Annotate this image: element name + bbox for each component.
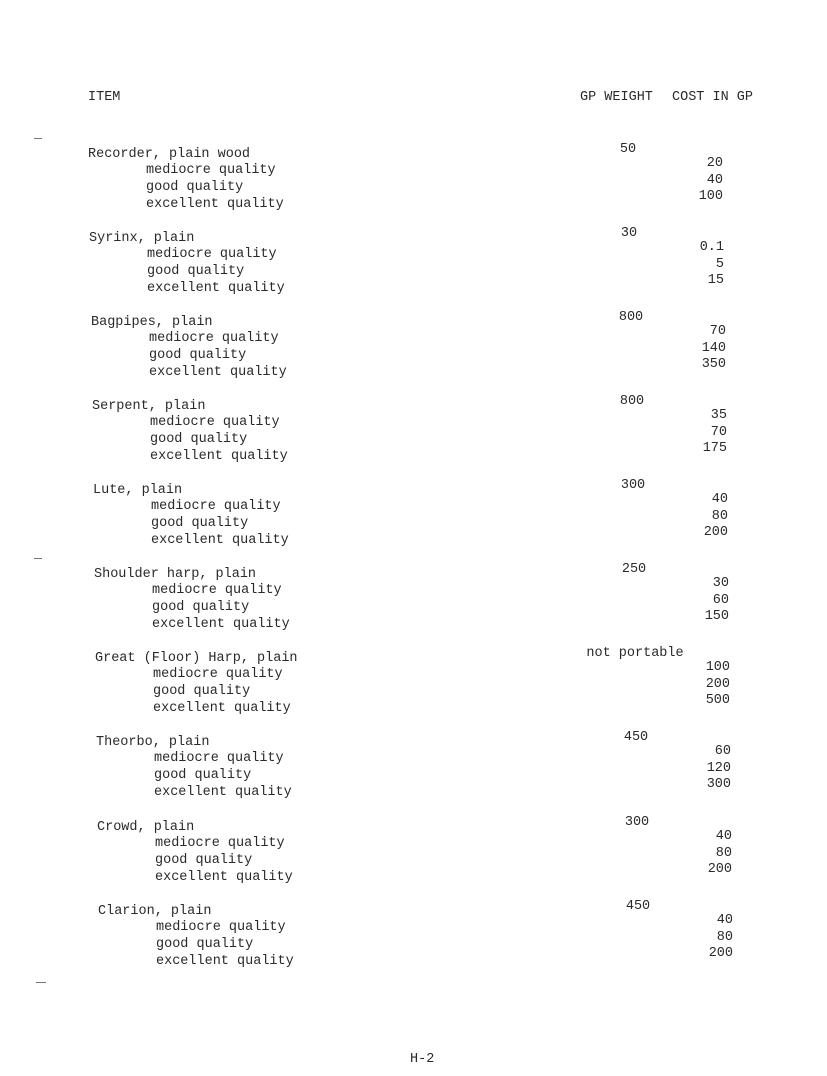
item-entry [95, 646, 827, 720]
header-cost: COST IN GP [672, 90, 754, 105]
quality-label: good quality [153, 684, 251, 699]
item-name: Serpent, plain [92, 399, 206, 414]
quality-label: excellent quality [156, 954, 294, 969]
quality-cost: 200 [707, 862, 732, 877]
quality-cost: 40 [716, 913, 733, 928]
quality-label: mediocre quality [155, 836, 285, 851]
quality-cost: 500 [705, 693, 730, 708]
quality-label: good quality [156, 937, 254, 952]
quality-label: mediocre quality [153, 667, 283, 682]
quality-cost: 80 [711, 509, 728, 524]
quality-cost: 40 [706, 173, 723, 188]
header-item: ITEM [88, 90, 121, 105]
quality-cost: 70 [709, 324, 726, 339]
quality-label: excellent quality [154, 785, 292, 800]
item-entry [91, 310, 827, 384]
page-number: H-2 [410, 1052, 435, 1067]
header-weight: GP WEIGHT [580, 90, 653, 105]
quality-cost: 120 [706, 761, 731, 776]
quality-cost: 200 [703, 525, 728, 540]
item-name: Theorbo, plain [96, 735, 210, 750]
item-weight: 800 [618, 310, 644, 325]
quality-label: mediocre quality [151, 499, 281, 514]
quality-label: excellent quality [150, 449, 288, 464]
quality-cost: 100 [705, 660, 730, 675]
quality-label: good quality [151, 516, 249, 531]
quality-cost: 15 [707, 273, 724, 288]
item-weight: 450 [623, 730, 649, 745]
quality-cost: 40 [711, 492, 728, 507]
item-entry [88, 142, 827, 216]
quality-cost: 100 [698, 189, 723, 204]
item-entry [97, 815, 827, 889]
quality-cost: 80 [716, 930, 733, 945]
quality-label: mediocre quality [146, 163, 276, 178]
quality-cost: 40 [715, 829, 732, 844]
quality-label: excellent quality [147, 281, 285, 296]
quality-label: excellent quality [152, 617, 290, 632]
quality-label: good quality [155, 853, 253, 868]
quality-label: mediocre quality [156, 920, 286, 935]
item-weight: 250 [621, 562, 647, 577]
quality-cost: 30 [712, 576, 729, 591]
quality-cost: 300 [706, 777, 731, 792]
quality-label: excellent quality [151, 533, 289, 548]
quality-cost: 80 [715, 846, 732, 861]
quality-label: good quality [150, 432, 248, 447]
scan-speck [36, 982, 46, 983]
item-name: Lute, plain [93, 483, 183, 498]
item-entry [94, 562, 827, 636]
quality-cost: 140 [701, 341, 726, 356]
item-entry [96, 730, 827, 804]
item-entry [98, 899, 827, 973]
quality-cost: 175 [702, 441, 727, 456]
item-weight: not portable [586, 646, 684, 661]
quality-cost: 200 [705, 677, 730, 692]
quality-label: mediocre quality [152, 583, 282, 598]
item-name: Recorder, plain wood [88, 147, 251, 162]
item-weight: 50 [619, 142, 637, 157]
item-weight: 300 [624, 815, 650, 830]
item-name: Great (Floor) Harp, plain [95, 651, 298, 666]
quality-cost: 60 [714, 744, 731, 759]
quality-label: mediocre quality [154, 751, 284, 766]
quality-label: good quality [154, 768, 252, 783]
quality-cost: 70 [710, 425, 727, 440]
quality-cost: 200 [708, 946, 733, 961]
quality-cost: 0.1 [699, 240, 724, 255]
quality-label: good quality [147, 264, 245, 279]
quality-label: excellent quality [153, 701, 291, 716]
item-name: Syrinx, plain [89, 231, 195, 246]
item-entry [93, 478, 827, 552]
item-entry [89, 226, 827, 300]
quality-cost: 60 [712, 593, 729, 608]
quality-cost: 350 [701, 357, 726, 372]
item-name: Crowd, plain [97, 820, 195, 835]
quality-cost: 5 [715, 257, 724, 272]
item-weight: 450 [625, 899, 651, 914]
quality-cost: 150 [704, 609, 729, 624]
quality-label: excellent quality [146, 197, 284, 212]
item-entry [92, 394, 827, 468]
quality-label: good quality [152, 600, 250, 615]
quality-label: excellent quality [155, 870, 293, 885]
quality-cost: 35 [710, 408, 727, 423]
item-weight: 800 [619, 394, 645, 409]
scan-speck [34, 138, 42, 139]
quality-label: mediocre quality [147, 247, 277, 262]
item-weight: 300 [620, 478, 646, 493]
item-name: Shoulder harp, plain [94, 567, 257, 582]
item-weight: 30 [620, 226, 638, 241]
quality-cost: 20 [706, 156, 723, 171]
scan-speck [34, 558, 42, 559]
quality-label: mediocre quality [149, 331, 279, 346]
item-name: Bagpipes, plain [91, 315, 213, 330]
item-name: Clarion, plain [98, 904, 212, 919]
quality-label: mediocre quality [150, 415, 280, 430]
quality-label: excellent quality [149, 365, 287, 380]
quality-label: good quality [149, 348, 247, 363]
quality-label: good quality [146, 180, 244, 195]
